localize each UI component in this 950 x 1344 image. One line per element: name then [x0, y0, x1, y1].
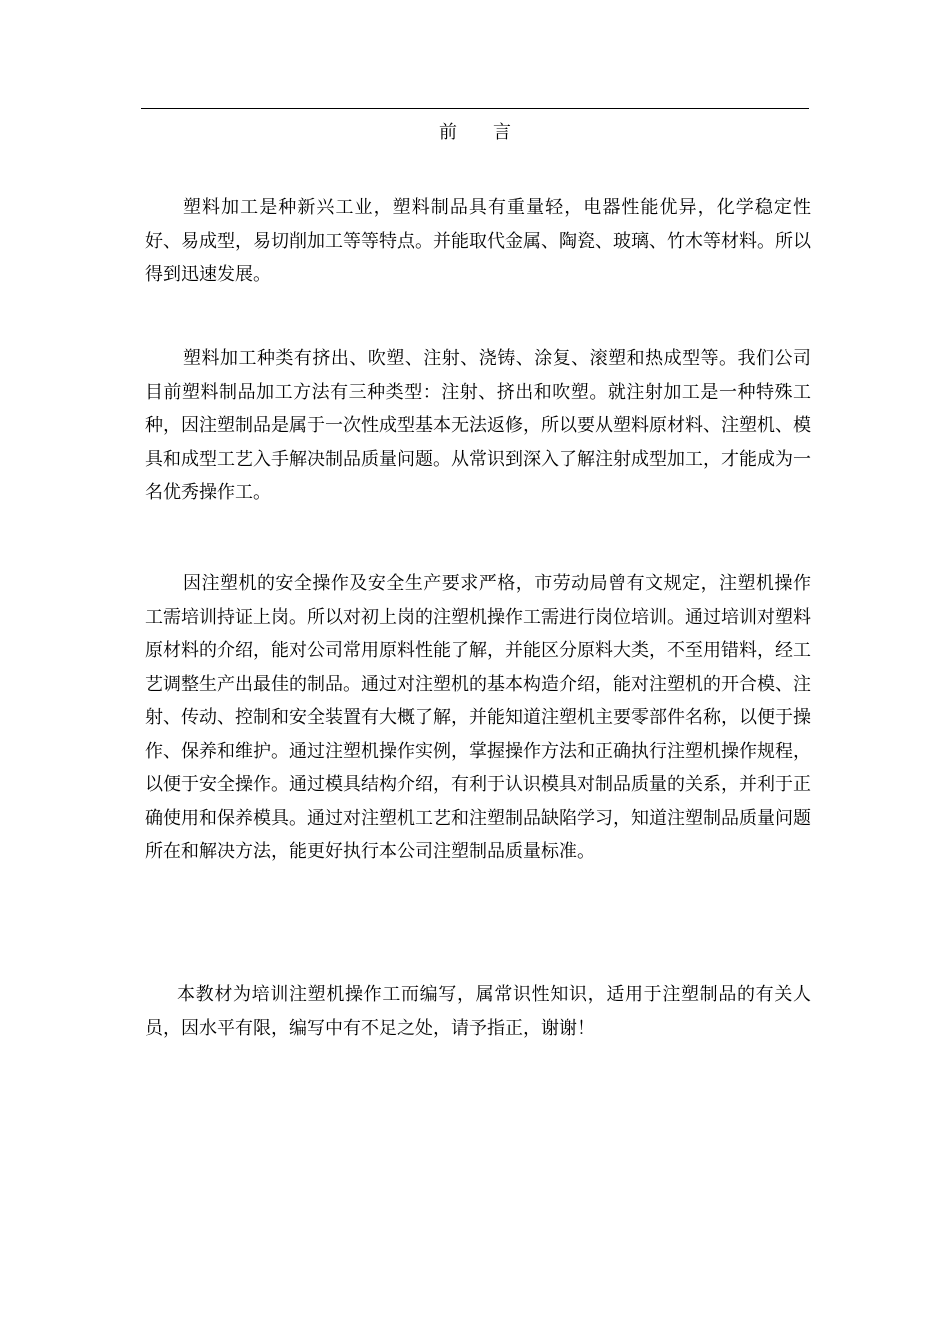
- paragraph-closing: 本教材为培训注塑机操作工而编写，属常识性知识，适用于注塑制品的有关人员，因水平有限，编写中有不足之处，请予指正，谢谢！: [145, 984, 811, 1039]
- header-rule: [141, 108, 809, 109]
- paragraph-processing-types: 塑料加工种类有挤出、吹塑、注射、浇铸、涂复、滚塑和热成型等。我们公司目前塑料制品加工方法有三种类型：注射、挤出和吹塑。就注射加工是一种特殊工种，因注塑制品是属于一次性成型基本无法返修，所以要从塑料原材料、注塑机、模具和成型工艺入手解决制品质量问题。从常识到深入了解注射成型加工，才能成为一名优秀操作工。: [145, 348, 811, 503]
- paragraph-intro: 塑料加工是种新兴工业，塑料制品具有重量轻，电器性能优异，化学稳定性好、易成型，易切削加工等等特点。并能取代金属、陶瓷、玻璃、竹木等材料。所以得到迅速发展。: [145, 197, 811, 285]
- page-title: 前言: [439, 122, 547, 143]
- paragraph-training: 因注塑机的安全操作及安全生产要求严格，市劳动局曾有文规定，注塑机操作工需培训持证上岗。所以对初上岗的注塑机操作工需进行岗位培训。通过培训对塑料原材料的介绍，能对公司常用原料性能了解，并能区分原料大类，不至用错料，经工艺调整生产出最佳的制品。通过对注塑机的基本构造介绍，能对注塑机的开合模、注射、传动、控制和安全装置有大概了解，并能知道注塑机主要零部件名称，以便于操作、保养和维护。通过注塑机操作实例，掌握操作方法和正确执行注塑机操作规程，以便于安全操作。通过模具结构介绍，有利于认识模具对制品质量的关系，并利于正确使用和保养模具。通过对注塑机工艺和注塑制品缺陷学习，知道注塑制品质量问题所在和解决方法，能更好执行本公司注塑制品质量标准。: [145, 573, 811, 862]
